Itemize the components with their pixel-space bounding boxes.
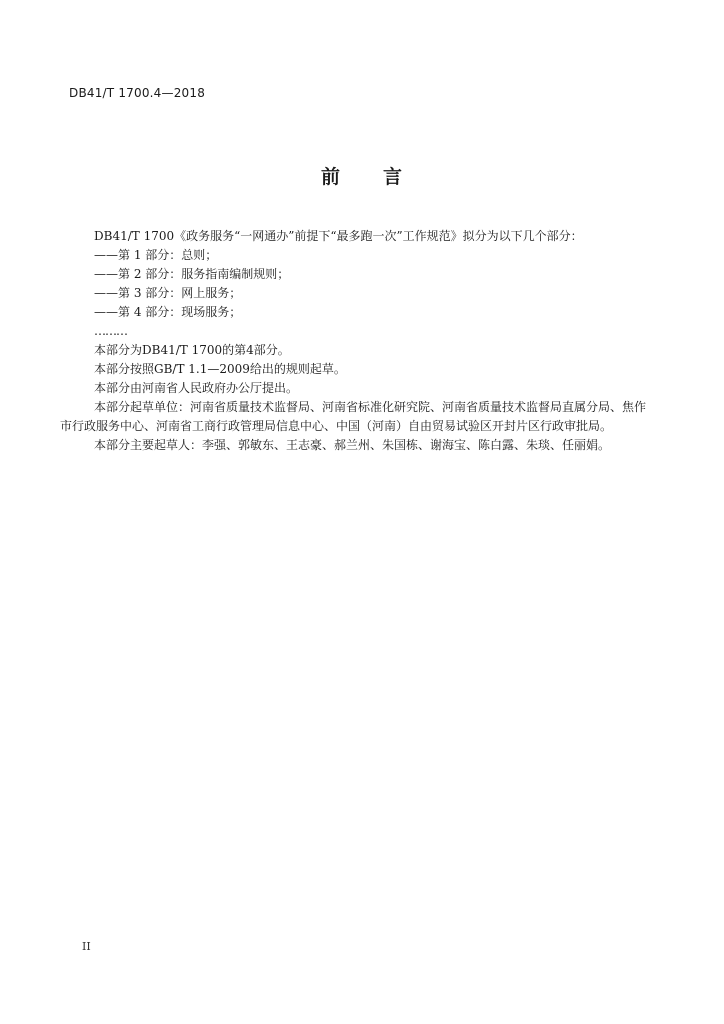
- proposer-paragraph: 本部分由河南省人民政府办公厅提出。: [94, 381, 299, 395]
- drafting-rules-paragraph: 本部分按照GB/T 1.1—2009给出的规则起草。: [94, 362, 346, 376]
- drafting-units-paragraph: 本部分起草单位：河南省质量技术监督局、河南省标准化研究院、河南省质量技术监督局直属分局、焦作市行政服务中心、河南省工商行政管理局信息中心、中国（河南）自由贸易试验区开封片区行政审批局。: [60, 400, 647, 433]
- part-list-item: ——第 1 部分：总则；: [94, 248, 218, 262]
- title-char-1: 前: [320, 166, 341, 188]
- part-list-item: ——第 2 部分：服务指南编制规则；: [94, 267, 290, 281]
- intro-paragraph: DB41/T 1700《政务服务“一网通办”前提下“最多跑一次”工作规范》拟分为以下几个部分：: [94, 229, 583, 243]
- page-title: [0, 162, 724, 189]
- ellipsis: ………: [94, 324, 127, 338]
- part-list-item: ——第 4 部分：现场服务；: [94, 305, 242, 319]
- page-number: II: [82, 940, 91, 953]
- part-statement-paragraph: 本部分为DB41/T 1700的第4部分。: [94, 343, 290, 357]
- document-number-header: DB41/T 1700.4—2018: [69, 86, 206, 100]
- part-list-item: ——第 3 部分：网上服务；: [94, 286, 242, 300]
- title-char-2: 言: [383, 166, 404, 188]
- foreword-body: [60, 227, 654, 455]
- drafters-paragraph: 本部分主要起草人：李强、郭敏东、王志豪、郝兰州、朱国栋、谢海宝、陈白露、朱琰、任丽娟。: [94, 438, 611, 452]
